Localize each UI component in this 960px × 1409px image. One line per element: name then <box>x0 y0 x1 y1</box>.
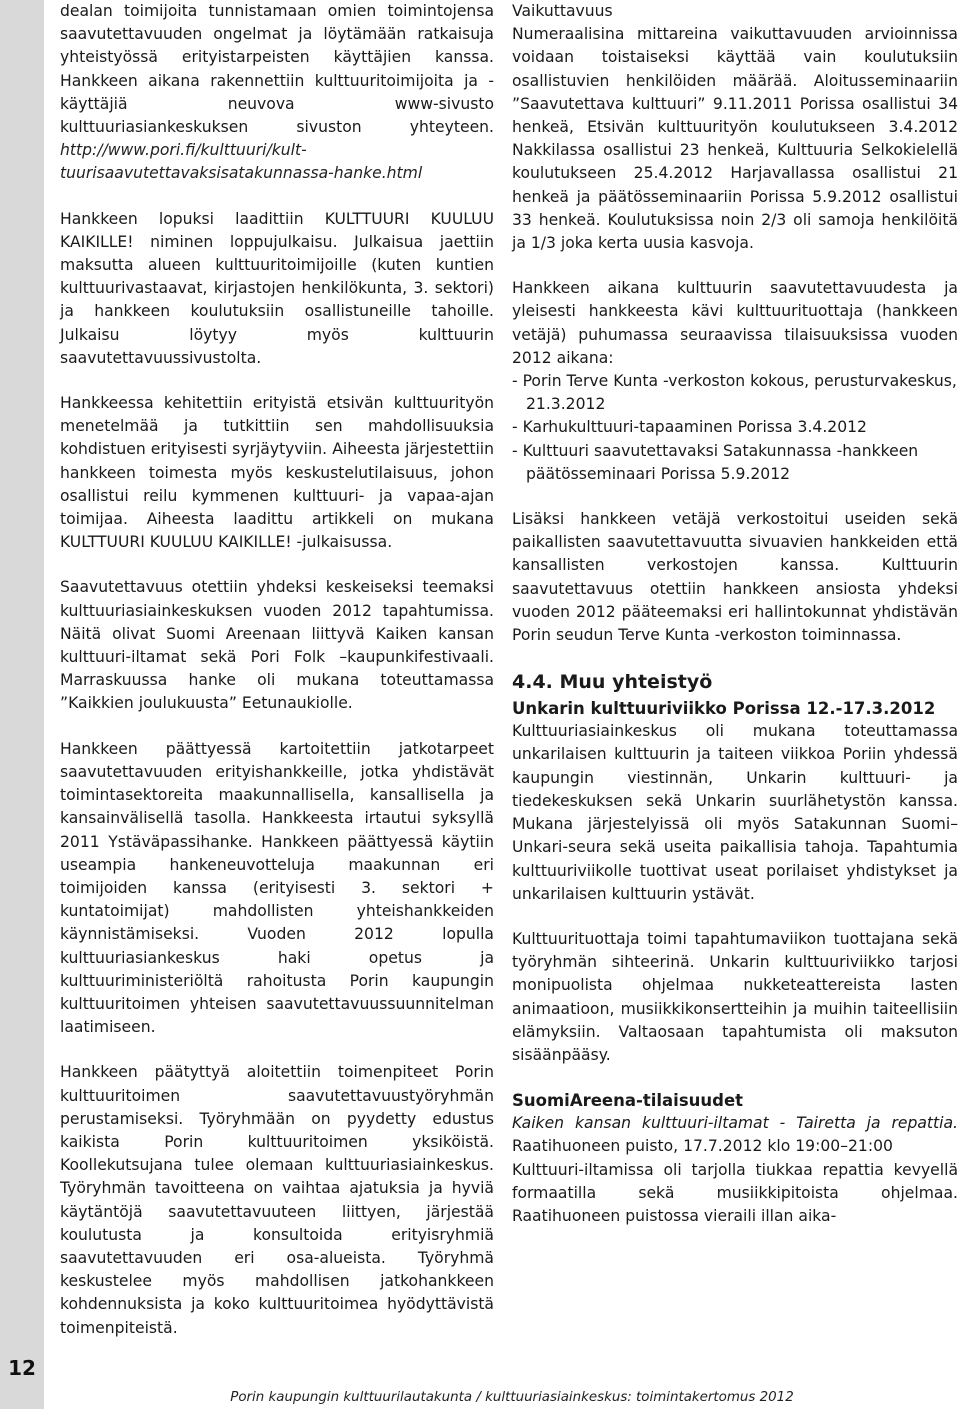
paragraph: Kulttuuri-iltamissa oli tarjolla tiukkaa repattia kevyellä formaatilla sekä musiikkipitoista ohjelmaa. Raatihuoneen puistossa vieraili illan aika- <box>512 1160 958 1225</box>
paragraph <box>60 0 494 186</box>
event-list <box>512 370 958 486</box>
paragraph: Numeraalisina mittareina vaikuttavuuden arvioinnissa voidaan toistaiseksi käyttää vain koulutuksiin osallistuvien henkilöiden määrää. Aloitusseminaariin ”Saavutettava kulttuuri” 9.11.2011 Porissa osallistui 34 henkeä, Etsivän kulttuurityön koulutukseen 3.4.2012 Nakkilassa osallistui 23 henkeä, Kulttuuria Selkokielellä koulutukseen 25.4.2012 Harjavallassa osallistui 21 henkeä ja päätösseminaariin Porissa 5.9.2012 osallistui 33 henkeä. Koulutuksissa noin 2/3 oli samoja henkilöitä ja 1/3 joka kerta uusia kasvoja. <box>512 25 958 253</box>
event-details: Raatihuoneen puisto, 17.7.2012 klo 19:00–21:00 <box>512 1137 893 1156</box>
subsection-heading: Unkarin kulttuuriviikko Porissa 12.-17.3.2012 <box>512 699 936 719</box>
paragraph-text: dealan toimijoita tunnistamaan omien toimintojensa saavutettavuuden ongelmat ja löytämään ratkaisuja yhteistyössä erityistarpeisten käyttäjien kanssa. Hankkeen aikana rakennettiin kulttuuritoimijoita ja -käyttäjiä neuvova www-sivusto kulttuuriasiankeskuksen sivuston yhteyteen. <box>60 2 494 137</box>
list-item: - Porin Terve Kunta -verkoston kokous, perusturvakeskus, 21.3.2012 <box>512 372 957 414</box>
paragraph: Kulttuurituottaja toimi tapahtumaviikon tuottajana sekä työryhmän sihteerinä. Unkarin kulttuuriviikko tarjosi monipuolista ohjelmaa nukketeattereista lasten animaatioon, musiikkikonsertteihin ja muihin taiteellisiin elämyksiin. Valtaosaan tapahtumista oli maksuton sisäänpääsy. <box>512 929 958 1064</box>
page-sidebar <box>0 0 44 1409</box>
paragraph: Hankkeen päättyessä kartoitettiin jatkotarpeet saavutettavuuden erityishankkeille, jotka yhdistävät toimintasektoreita maakunnallisella, kansallisella ja kansainvälisellä tasolla. Hankkeesta irtautui syksyllä 2011 Ystäväpassihanke. Hankkeen päättyessä käytiin useampia hankeneuvotteluja maakunnan eri toimijoiden kanssa (erityisesti 3. sektori + kuntatoimijat) mahdollisten yhteishankkeiden käynnistämiseksi. Vuoden 2012 lopulla kulttuuriasiankeskus haki opetus ja kulttuuriministeriöltä rahoitusta Porin kaupungin kulttuuritoimen yhteisen saavutettavuussuunnitelman laatimiseen. <box>60 739 494 1037</box>
page-footer: Porin kaupungin kulttuurilautakunta / kulttuuriasiainkeskus: toimintakertomus 2012 <box>230 1390 794 1405</box>
paragraph: Kulttuuriasiainkeskus oli mukana toteuttamassa unkarilaisen kulttuurin ja taiteen viikkoa Poriin yhdessä kaupungin viestinnän, Unkarin kulttuuri- ja tiedekeskuksen sekä Unkarin suurlähetystön kanssa. Mukana järjestelyissä oli myös Satakunnan Suomi–Unkari-seura sekä useita paikallisia tahoja. Tapahtumia kulttuuriviikolle tuottivat useat porilaiset yhdistykset ja unkarilaisen kulttuurin ystävät. <box>512 722 958 903</box>
subsection-heading: SuomiAreena-tilaisuudet <box>512 1091 744 1111</box>
paragraph: Hankkeen päätyttyä aloitettiin toimenpiteet Porin kulttuuritoimen saavutettavuustyöryhmän perustamiseksi. Työryhmään on pyydetty edustus kaikista Porin kulttuuritoimen yksiköistä. Koollekutsujana tulee olemaan kulttuuriasiainkeskus. Työryhmän tavoitteena on vaihtaa ajatuksia ja hyviä käytäntöjä saavutettavuuteen liittyen, järjestää koulutusta ja konsultoida erityisryhmiä saavutettavuuden eri osa-alueista. Työryhmä keskustelee myös mahdollisen jatkohankkeen kohdennuksista ja koko kulttuuritoimea hyödyttävistä toimenpiteistä. <box>60 1063 494 1337</box>
section-heading: 4.4. Muu yhteistyö <box>512 671 713 694</box>
left-column <box>60 0 494 1362</box>
paragraph: Hankkeessa kehitettiin erityistä etsivän kulttuurityön menetelmää ja tutkittiin sen mahdollisuuksia kohdistuen erityisesti syrjäytyviin. Aiheesta järjestettiin hankkeen toimesta myös keskustelutilaisuus, johon osallistui reilu kymmenen kulttuuri- ja vapaa-ajan toimijaa. Aiheesta laadittu artikkeli on mukana KULTTUURI KUULUU KAIKILLE! -julkaisussa. <box>60 394 494 552</box>
page-number: 12 <box>8 1356 36 1380</box>
section-title-vaikuttavuus: Vaikuttavuus <box>512 2 613 20</box>
paragraph: Hankkeen lopuksi laadittiin KULTTUURI KUULUU KAIKILLE! niminen loppujulkaisu. Julkaisua jaettiin maksutta alueen kulttuuritoimijoille (kuten kuntien kulttuurivastaavat, kirjastojen henkilökunta, 3. sektori) ja hankkeen koulutuksiin osallistuneille tahoille. Julkaisu löytyy myös kulttuurin saavutettavuussivustolta. <box>60 209 494 367</box>
right-column <box>512 0 958 1250</box>
list-item: - Karhukulttuuri-tapaaminen Porissa 3.4.2012 <box>512 418 867 437</box>
paragraph <box>512 1112 958 1158</box>
paragraph: Saavutettavuus otettiin yhdeksi keskeiseksi teemaksi kulttuuriasiainkeskuksen vuoden 2012 tapahtumissa. Näitä olivat Suomi Areenaan liittyvä Kaiken kansan kulttuuri-iltamat sekä Pori Folk –kaupunkifestivaali. Marraskuussa hanke oli mukana toteuttamassa ”Kaikkien joulukuusta” Eetunaukiolle. <box>60 578 494 713</box>
event-title: Kaiken kansan kulttuuri-iltamat - Tairetta ja repattia. <box>512 1114 958 1133</box>
paragraph: Lisäksi hankkeen vetäjä verkostoitui useiden sekä paikallisten saavutettavuutta sivuavien hankkeiden että kansallisten verkostojen kanssa. Kulttuurin saavutettavuus otettiin hankkeen ansiosta yhdeksi vuoden 2012 pääteemaksi eri hallintokunnat yhdistävän Porin seudun Terve Kunta -verkoston toiminnassa. <box>512 510 958 645</box>
project-website-link[interactable]: http://www.pori.fi/kulttuuri/kulttuurisaavutettavaksisatakunnassa-hanke.html <box>60 141 423 183</box>
paragraph: Hankkeen aikana kulttuurin saavutettavuudesta ja yleisesti hankkeesta kävi kulttuurituottaja (hankkeen vetäjä) puhumassa seuraavissa tilaisuuksissa vuoden 2012 aikana: <box>512 279 958 367</box>
list-item: - Kulttuuri saavutettavaksi Satakunnassa -hankkeen päätösseminaari Porissa 5.9.2012 <box>512 441 919 483</box>
